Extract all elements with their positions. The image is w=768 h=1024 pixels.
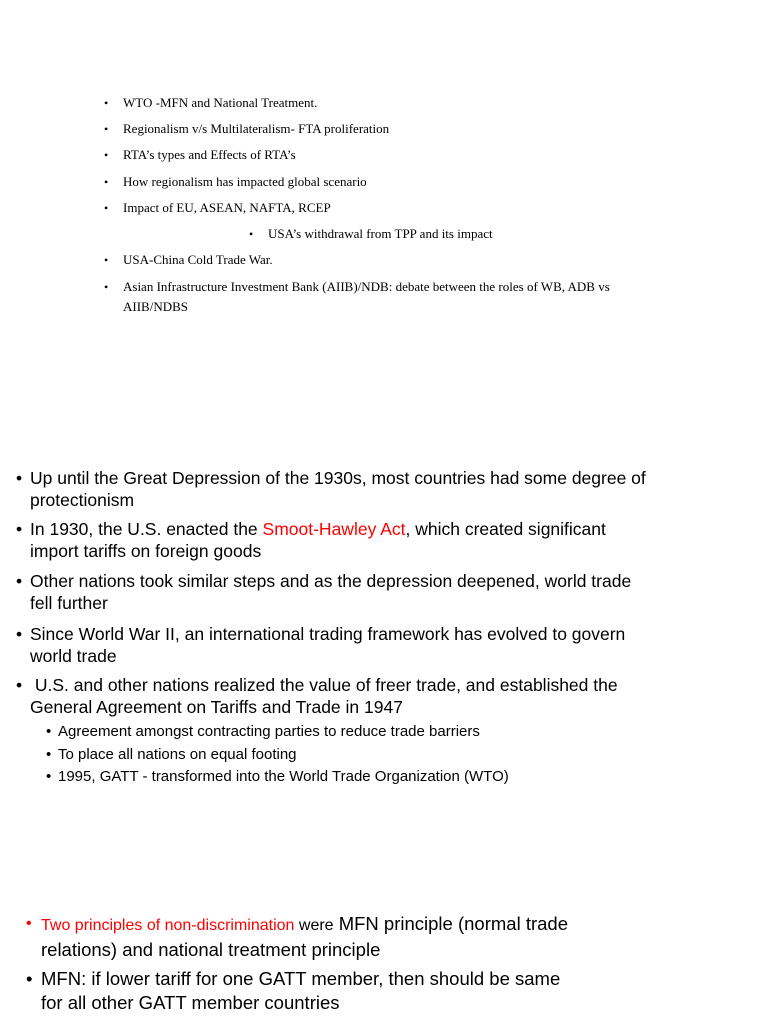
bullet-icon: • (104, 175, 109, 189)
bullet-other-nations: • Other nations took similar steps and as the depression deepened, world trade fell further (16, 571, 632, 613)
bullet-icon: • (46, 768, 52, 785)
smoot-hawley-highlight: Smoot-Hawley Act (262, 519, 406, 539)
bullet-icon: • (104, 148, 109, 162)
bullet-icon: • (26, 968, 33, 989)
bullet-icon: • (104, 201, 109, 215)
slide-trade-history (0, 455, 768, 855)
bullet-icon: • (104, 96, 109, 110)
bullet-icon: • (46, 723, 52, 740)
bullet-icon: • (46, 746, 52, 763)
bullet-icon: • (26, 915, 32, 932)
bullet-icon: • (249, 227, 254, 241)
bullet-icon: • (16, 675, 23, 695)
bullet-icon: • (104, 122, 109, 136)
subbullet-equal-footing: • To place all nations on equal footing (46, 746, 297, 763)
bullet-gatt: • U.S. and other nations realized the value of freer trade, and established the General Agreement on Tariffs and Trade in 1947 (16, 675, 618, 717)
topic-item-aiib: • Asian Infrastructure Investment Bank (AIIB)/NDB: debate between the roles of WB, ADB vs AIIB/NDBS (104, 279, 610, 314)
topic-item-usa-china: • USA-China Cold Trade War. (123, 250, 273, 270)
bullet-icon: • (16, 571, 23, 591)
bullet-mfn-definition: • MFN: if lower tariff for one GATT member, then should be same for all other GATT member countries (26, 968, 561, 1013)
bullet-icon: • (16, 519, 23, 539)
bullet-great-depression: • Up until the Great Depression of the 1930s, most countries had some degree of protectionism (16, 468, 646, 510)
subbullet-agreement: • Agreement amongst contracting parties to reduce trade barriers (46, 723, 480, 740)
bullet-smoot-hawley: • In 1930, the U.S. enacted the Smoot-Hawley Act, which created significant import tariffs on foreign goods (16, 519, 606, 561)
topic-item-wto: • WTO -MFN and National Treatment. (123, 93, 317, 113)
topic-item-rta: • RTA’s types and Effects of RTA’s (123, 145, 296, 165)
bullet-icon: • (104, 280, 109, 294)
slide-topics-outline (0, 0, 768, 420)
subbullet-wto: • 1995, GATT - transformed into the World Trade Organization (WTO) (46, 768, 509, 785)
bullet-icon: • (16, 468, 23, 488)
topic-item-impact: • Impact of EU, ASEAN, NAFTA, RCEP (123, 198, 331, 218)
bullet-two-principles: • Two principles of non-discrimination were MFN principle (normal trade relations) and national treatment principle (26, 913, 568, 960)
slide-non-discrimination (0, 900, 768, 1024)
bullet-world-war-ii: • Since World War II, an international trading framework has evolved to govern world trade (16, 624, 626, 666)
bullet-icon: • (104, 253, 109, 267)
principles-highlight: Two principles of non-discrimination (41, 917, 295, 934)
topic-subitem-tpp: • USA’s withdrawal from TPP and its impact (268, 224, 493, 244)
topic-item-regionalism: • Regionalism v/s Multilateralism- FTA proliferation (123, 119, 389, 139)
bullet-icon: • (16, 624, 23, 644)
topic-item-global-scenario: • How regionalism has impacted global scenario (123, 172, 367, 192)
